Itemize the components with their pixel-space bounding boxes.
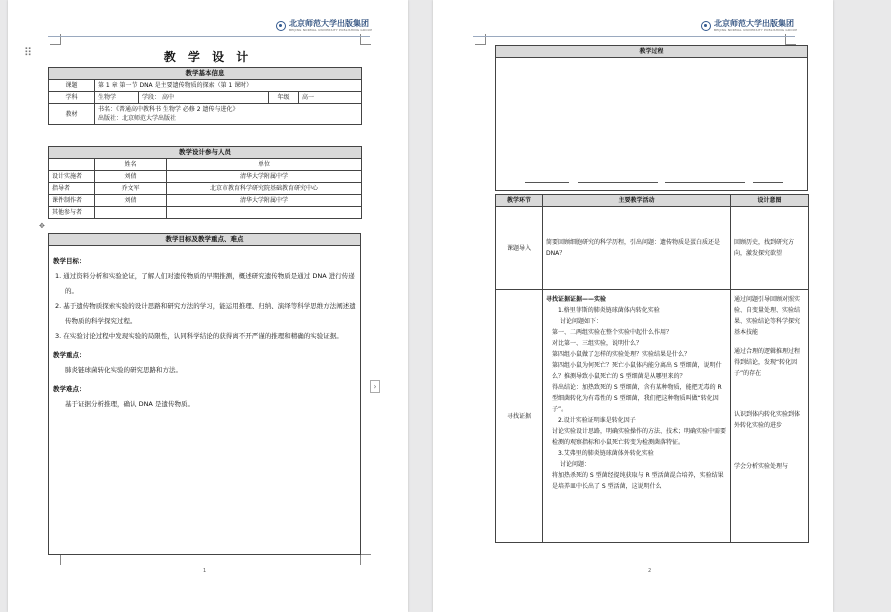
- publisher-logo-icon: [701, 21, 711, 31]
- material-publisher: 出版社：北京师范大学出版社: [98, 115, 177, 122]
- activity-line: 讨论问题如下：: [560, 318, 603, 325]
- header-rule: [48, 36, 370, 37]
- subject-value[interactable]: 生物学: [95, 92, 139, 104]
- page-number: 1: [203, 568, 207, 574]
- people-col-unit: 单位: [167, 159, 362, 171]
- people-role: 设计实施者: [49, 171, 95, 183]
- difficulty-text: 基于证据分析推理，确认 DNA 是遗传物质。: [65, 400, 194, 408]
- key-text: 肺炎链球菌转化实验的研究思路和方法。: [65, 366, 182, 374]
- col-stage: 教学环节: [496, 195, 543, 207]
- blank-line: [753, 178, 783, 183]
- crop-mark: [360, 554, 371, 565]
- activity-cell[interactable]: [543, 290, 731, 543]
- activity-line: 对比第一、三组实验，说明什么？: [552, 340, 643, 347]
- process-header: 教学过程: [496, 46, 808, 58]
- table-move-icon[interactable]: ✥: [39, 222, 45, 230]
- crop-mark: [50, 554, 61, 565]
- intent-cell[interactable]: 回顾历史，找到研究方向，激发探究欲望: [731, 207, 809, 290]
- people-col-name: 姓名: [95, 159, 167, 171]
- intent-line: 通过合理的逻辑推理过程得到结论，发现“转化因子”的存在: [734, 348, 801, 377]
- material-value[interactable]: [95, 104, 362, 125]
- basic-info-table: [48, 67, 362, 125]
- activity-line: 第四组小鼠为何死亡？死亡小鼠体内能分离出 S 型细菌，说明什么？推测导致小鼠死亡的 S 型细菌是从哪里来的？: [552, 362, 722, 380]
- blank-line: [578, 178, 658, 183]
- goal-item: 2. 基于遗传物质探索实验的设计思路和研究方法的学习，能运用推理、归纳、演绎等科学思维方法阐述遗传物质的科学探究过程。: [55, 302, 356, 325]
- goal-item: 3. 在实验讨论过程中发现实验的局限性，认同科学结论的获得离不开严谨的推理和精确的实验证据。: [55, 332, 343, 340]
- goal-title: 教学目标：: [53, 257, 86, 265]
- publisher-name-en: BEIJING NORMAL UNIVERSITY PUBLISHING GROUP: [289, 28, 373, 32]
- activity-line: 寻找证据证据——实验: [546, 296, 607, 303]
- people-unit[interactable]: [167, 207, 362, 219]
- drag-handle-icon[interactable]: ⠿: [24, 46, 33, 59]
- activity-line: 3.艾弗里的肺炎链球菌体外转化实验: [558, 450, 654, 457]
- publisher-logo-icon: [276, 21, 286, 31]
- section-label: 学段：: [142, 94, 161, 101]
- activity-line: 第一、二两组实验在整个实验中起什么作用？: [552, 329, 673, 336]
- stage-cell: 寻找证据: [496, 290, 543, 543]
- blank-line: [665, 178, 745, 183]
- grade-label: 年级: [269, 92, 299, 104]
- people-role: 其他参与者: [49, 207, 95, 219]
- people-role: 指导者: [49, 183, 95, 195]
- material-book: 书名：《普通高中教科书 生物学 必修 2 遗传与进化》: [98, 106, 239, 113]
- process-table: [495, 194, 809, 543]
- intent-line: 认识到体内转化实验到体外转化实验的进步: [734, 411, 801, 429]
- publisher-name-cn: 北京师范大学出版集团: [289, 19, 369, 28]
- process-top-table: [495, 45, 808, 191]
- publisher-name-cn: 北京师范大学出版集团: [714, 19, 794, 28]
- people-header: 教学设计参与人员: [49, 147, 362, 159]
- activity-line: 讨论实验设计思路，明确实验操作的方法、技术；明确实验中需要检测的观察指标和小鼠死亡转变为检测菌落特征。: [552, 428, 727, 446]
- grade-value[interactable]: 高一: [299, 92, 362, 104]
- activity-line: 2.设计实验证明谁是转化因子: [558, 417, 636, 424]
- header-rule: [473, 36, 795, 37]
- publisher-logo: [701, 20, 797, 32]
- people-name[interactable]: [95, 207, 167, 219]
- people-corner: [49, 159, 95, 171]
- people-unit[interactable]: 清华大学附属中学: [167, 171, 362, 183]
- activity-line: 第四组小鼠做了怎样的实验处理？实验结果是什么？: [552, 351, 691, 358]
- material-label: 教材: [49, 104, 95, 125]
- intent-cell[interactable]: [731, 290, 809, 543]
- people-unit[interactable]: 北京市教育科学研究院基础教育研究中心: [167, 183, 362, 195]
- page-title: 教 学 设 计: [163, 50, 253, 64]
- key-title: 教学重点：: [53, 351, 86, 359]
- people-unit[interactable]: 清华大学附属中学: [167, 195, 362, 207]
- people-name[interactable]: 乔文军: [95, 183, 167, 195]
- document-page-2: [433, 0, 833, 612]
- intent-line: 学会分析实验处理与: [734, 463, 789, 470]
- basic-info-header: 教学基本信息: [49, 68, 362, 80]
- subject-label: 学科: [49, 92, 95, 104]
- activity-cell[interactable]: 简要回顾细胞研究的科学历程，引出问题：遗传物质是蛋白质还是 DNA？: [543, 207, 731, 290]
- objectives-header: 教学目标及教学重点、难点: [49, 234, 361, 246]
- stage-cell: 课题导入: [496, 207, 543, 290]
- people-name[interactable]: 刘倩: [95, 195, 167, 207]
- publisher-logo: [276, 20, 372, 32]
- document-page-1: [8, 0, 408, 612]
- people-name[interactable]: 刘倩: [95, 171, 167, 183]
- people-role: 课件制作者: [49, 195, 95, 207]
- publisher-name-en: BEIJING NORMAL UNIVERSITY PUBLISHING GROUP: [714, 28, 798, 32]
- section-cell[interactable]: [139, 92, 269, 104]
- objectives-table: [48, 233, 361, 555]
- topic-value[interactable]: 第 1 章 第一节 DNA 是主要遗传物质的探索（第 1 课时）: [95, 80, 362, 92]
- goal-item: 1. 通过资料分析和实验论证，了解人们对遗传物质的早期推测，概述研究遗传物质是通过 DNA 进行传递的。: [55, 272, 355, 295]
- process-blank-area[interactable]: [496, 58, 808, 191]
- col-intent: 设计意图: [731, 195, 809, 207]
- section-value: 高中: [161, 94, 174, 101]
- activity-line: 讨论问题：: [560, 461, 591, 468]
- objectives-body[interactable]: [49, 246, 361, 555]
- expand-arrow-icon[interactable]: ›: [370, 380, 380, 393]
- people-table: [48, 146, 362, 219]
- difficulty-title: 教学难点：: [53, 385, 86, 393]
- activity-line: 将加热杀死的 S 型菌经提纯获取与 R 型活菌混合培养，实验结果是培养皿中长出了 S 型活菌，这说明什么: [552, 472, 724, 490]
- col-activity: 主要教学活动: [543, 195, 731, 207]
- blank-line: [525, 178, 569, 183]
- page-number: 2: [648, 568, 652, 574]
- activity-line: 1.格里菲斯的肺炎链球菌体内转化实验: [558, 307, 660, 314]
- activity-line: 得出结论：加热致死的 S 型细菌，含有某种物质，能把无毒的 R 型细菌转化为有毒性的 S 型细菌，我们把这种物质叫做“转化因子”。: [552, 384, 722, 413]
- topic-label: 课题: [49, 80, 95, 92]
- intent-line: 通过问题引导回顾对照实验、自变量处理、实验结果、实验结论等科学探究基本技能: [734, 296, 801, 336]
